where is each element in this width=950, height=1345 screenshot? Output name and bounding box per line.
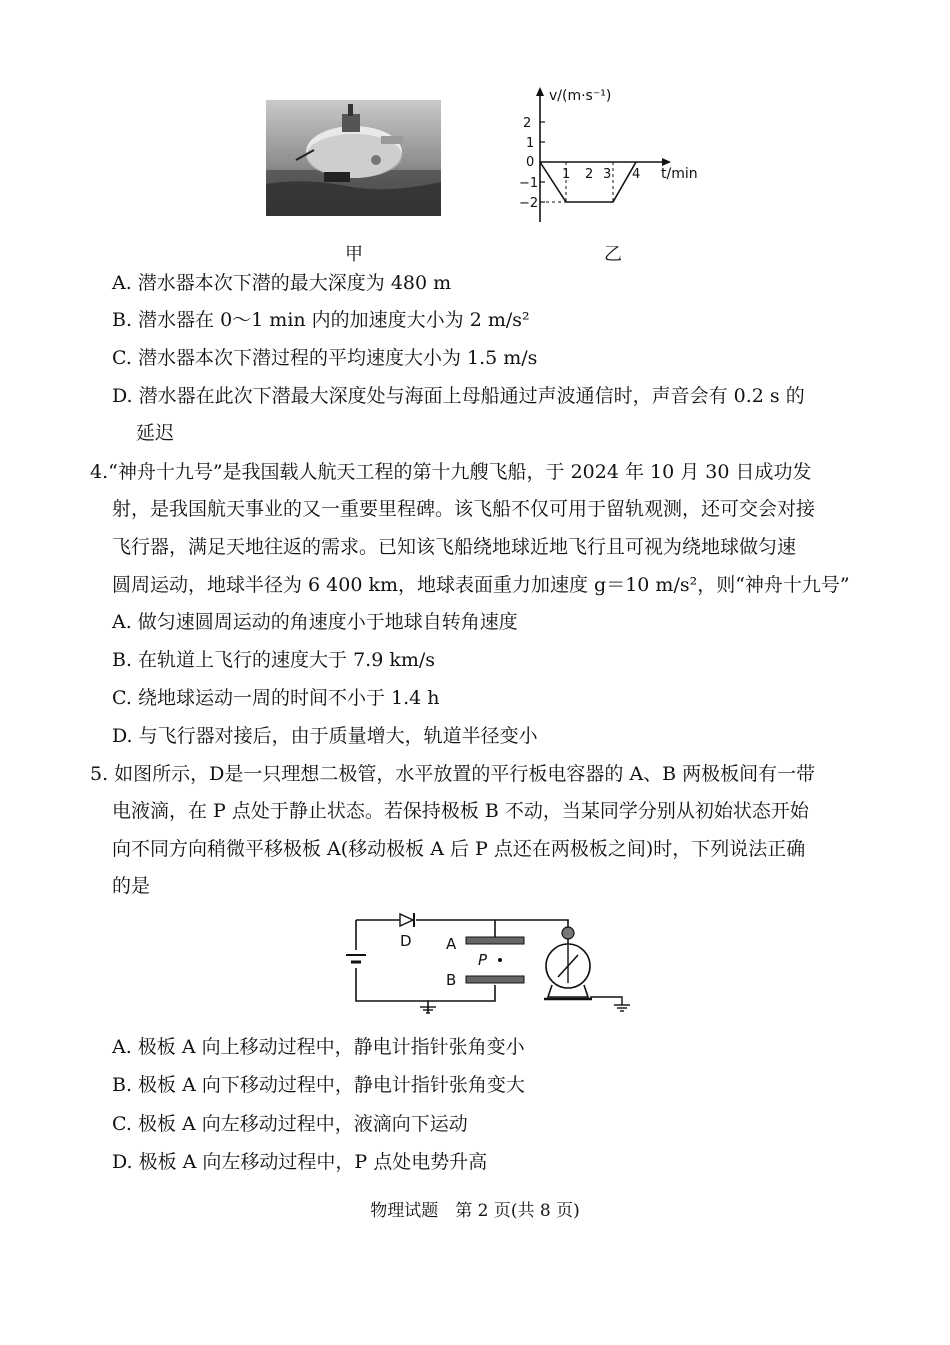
x-tick-label: 1 xyxy=(562,167,571,182)
q3-option-d: D. 潜水器在此次下潜最大深度处与海面上母船通过声波通信时，声音会有 0.2 s 的 xyxy=(112,385,805,407)
submersible-photo xyxy=(266,100,441,216)
graph-caption: 乙 xyxy=(604,244,622,265)
x-tick-label: 2 xyxy=(585,167,594,182)
photo-caption: 甲 xyxy=(345,244,363,265)
q4-option-b: B. 在轨道上飞行的速度大于 7.9 km/s xyxy=(112,649,436,671)
q4-stem-line: 圆周运动，地球半径为 6 400 km，地球表面重力加速度 g＝10 m/s²，则“神舟十九号” xyxy=(112,574,850,596)
y-tick-label: 1 xyxy=(526,136,535,151)
q5-stem-line: 的是 xyxy=(112,875,151,897)
plate-b xyxy=(466,976,524,983)
x-axis-label: t/min xyxy=(661,166,698,182)
q3-option-a: A. 潜水器本次下潜的最大深度为 480 m xyxy=(112,272,452,294)
x-tick-label: 3 xyxy=(603,167,612,182)
q4-stem-line: 4.“神舟十九号”是我国载人航天工程的第十九艘飞船，于 2024 年 10 月 30 日成功发 xyxy=(90,461,812,483)
y-tick-label: 0 xyxy=(526,155,535,170)
q3-option-c: C. 潜水器本次下潜过程的平均速度大小为 1.5 m/s xyxy=(112,347,538,369)
capacitor-circuit-diagram xyxy=(340,905,640,1015)
q5-option-b: B. 极板 A 向下移动过程中，静电计指针张角变大 xyxy=(112,1074,525,1096)
diode-label: D xyxy=(400,932,412,950)
diode-symbol xyxy=(400,914,413,926)
y-tick-label: −2 xyxy=(519,196,539,211)
q4-option-c: C. 绕地球运动一周的时间不小于 1.4 h xyxy=(112,687,440,709)
plate-b-label: B xyxy=(446,971,457,989)
y-tick-label: 2 xyxy=(523,116,532,131)
q4-stem-line: 射，是我国航天事业的又一重要里程碑。该飞船不仅可用于留轨观测，还可交会对接 xyxy=(112,498,816,520)
q4-option-a: A. 做匀速圆周运动的角速度小于地球自转角速度 xyxy=(112,611,518,633)
electrometer-knob xyxy=(562,927,574,939)
point-p-dot xyxy=(498,958,502,962)
y-axis-label: v/(m·s⁻¹) xyxy=(549,88,612,104)
q5-option-c: C. 极板 A 向左移动过程中，液滴向下运动 xyxy=(112,1113,468,1135)
q5-stem-line: 向不同方向稍微平移极板 A(移动极板 A 后 P 点还在两极板之间)时，下列说法正确 xyxy=(112,838,806,860)
x-axis-arrow xyxy=(662,158,671,166)
plate-a xyxy=(466,937,524,944)
q5-stem-line: 电液滴，在 P 点处于静止状态。若保持极板 B 不动，当某同学分别从初始状态开始 xyxy=(112,800,809,822)
velocity-time-graph xyxy=(515,82,715,234)
q3-option-b: B. 潜水器在 0～1 min 内的加速度大小为 2 m/s² xyxy=(112,309,530,331)
x-tick-label: 4 xyxy=(632,167,641,182)
y-tick-label: −1 xyxy=(519,176,539,191)
q5-option-d: D. 极板 A 向左移动过程中，P 点处电势升高 xyxy=(112,1151,488,1173)
ground-symbol-right xyxy=(614,1005,630,1011)
q5-option-a: A. 极板 A 向上移动过程中，静电计指针张角变小 xyxy=(112,1036,525,1058)
point-p-label: P xyxy=(478,951,488,969)
page-footer: 物理试题 第 2 页(共 8 页) xyxy=(370,1201,580,1221)
q4-stem-line: 飞行器，满足天地往返的需求。已知该飞船绕地球近地飞行且可视为绕地球做匀速 xyxy=(112,536,797,558)
y-axis-arrow xyxy=(536,87,544,96)
q4-option-d: D. 与飞行器对接后，由于质量增大，轨道半径变小 xyxy=(112,725,538,747)
q3-option-d-continued: 延迟 xyxy=(136,422,175,444)
plate-a-label: A xyxy=(446,935,457,953)
q5-stem-line: 5. 如图所示，D是一只理想二极管，水平放置的平行板电容器的 A、B 两极板间有一带 xyxy=(90,763,816,785)
